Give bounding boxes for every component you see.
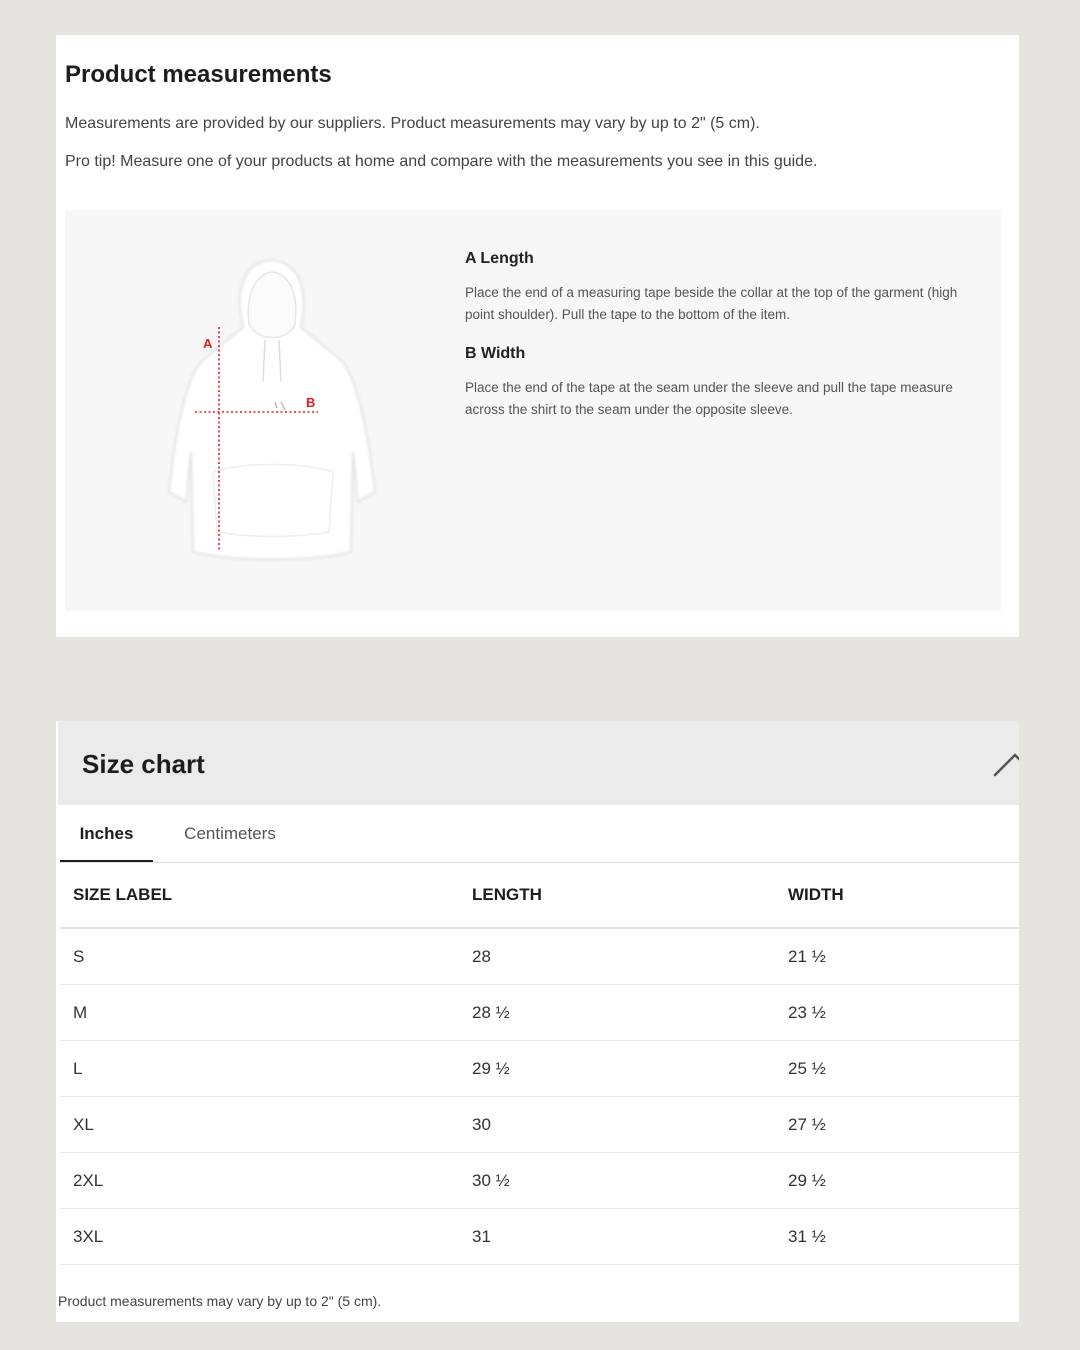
size-cell: 3XL bbox=[60, 1209, 472, 1265]
width-description: Place the end of the tape at the seam under the sleeve and pull the tape measure across the shirt to the seam under the opposite sleeve. bbox=[465, 380, 953, 417]
length-description: Place the end of a measuring tape beside the collar at the top of the garment (high point shoulder). Pull the tape to the bottom of the item. bbox=[465, 285, 958, 322]
chevron-up-icon[interactable] bbox=[993, 751, 1019, 777]
width-cell: 21 ½ bbox=[788, 928, 1019, 985]
length-cell: 28 ½ bbox=[472, 985, 788, 1041]
size-table bbox=[60, 863, 1019, 1265]
size-cell: 2XL bbox=[60, 1153, 472, 1209]
table-header-row bbox=[60, 863, 1019, 928]
column-size-label: SIZE LABEL bbox=[60, 863, 472, 928]
width-cell: 23 ½ bbox=[788, 985, 1019, 1041]
size-chart-title: Size chart bbox=[82, 749, 205, 779]
column-width: WIDTH bbox=[788, 863, 1019, 928]
width-cell: 25 ½ bbox=[788, 1041, 1019, 1097]
diagram-label-b: B bbox=[306, 395, 316, 410]
hoodie-diagram bbox=[153, 252, 383, 572]
width-cell: 27 ½ bbox=[788, 1097, 1019, 1153]
product-measurements-card bbox=[56, 35, 1019, 637]
table-row bbox=[60, 985, 1019, 1041]
table-row bbox=[60, 1097, 1019, 1153]
size-chart-header[interactable] bbox=[58, 721, 1019, 805]
width-cell: 31 ½ bbox=[788, 1209, 1019, 1265]
tab-inches[interactable]: Inches bbox=[60, 805, 153, 862]
width-title: B Width bbox=[465, 345, 526, 362]
size-cell: M bbox=[60, 985, 472, 1041]
tab-centimeters[interactable]: Centimeters bbox=[184, 824, 276, 843]
table-row bbox=[60, 928, 1019, 985]
measurement-length bbox=[465, 250, 985, 326]
table-row bbox=[60, 1041, 1019, 1097]
size-chart-footnote: Product measurements may vary by up to 2" (5 cm). bbox=[58, 1293, 382, 1309]
diagram-label-a: A bbox=[203, 336, 213, 351]
length-cell: 28 bbox=[472, 928, 788, 985]
table-row bbox=[60, 1209, 1019, 1265]
measurement-guide bbox=[65, 210, 1001, 611]
size-cell: XL bbox=[60, 1097, 472, 1153]
measurement-width bbox=[465, 345, 985, 421]
table-row bbox=[60, 1153, 1019, 1209]
measurements-title: Product measurements bbox=[65, 61, 332, 88]
measurements-tip: Pro tip! Measure one of your products at home and compare with the measurements you see in this guide. bbox=[65, 153, 818, 170]
length-cell: 29 ½ bbox=[472, 1041, 788, 1097]
measurements-intro: Measurements are provided by our suppliers. Product measurements may vary by up to 2" (5 cm). bbox=[65, 115, 760, 132]
size-chart-card bbox=[56, 721, 1019, 1322]
width-cell: 29 ½ bbox=[788, 1153, 1019, 1209]
size-cell: L bbox=[60, 1041, 472, 1097]
length-cell: 30 bbox=[472, 1097, 788, 1153]
length-cell: 31 bbox=[472, 1209, 788, 1265]
length-cell: 30 ½ bbox=[472, 1153, 788, 1209]
unit-tabs bbox=[60, 805, 1019, 863]
length-title: A Length bbox=[465, 250, 534, 267]
size-cell: S bbox=[60, 928, 472, 985]
column-length: LENGTH bbox=[472, 863, 788, 928]
